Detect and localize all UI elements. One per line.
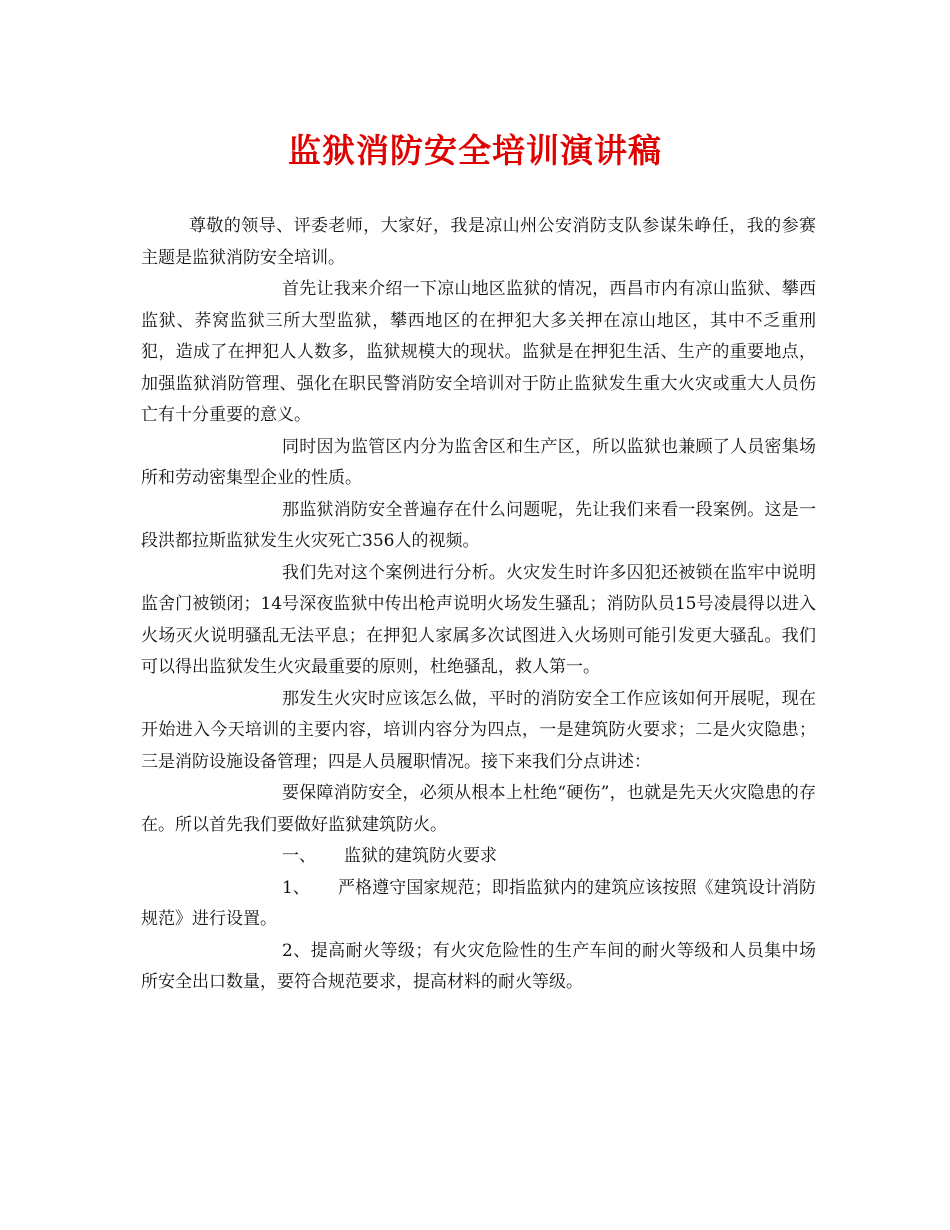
- section-heading: [141, 841, 816, 873]
- paragraph-hard-flaw: 要保障消防安全，必须从根本上杜绝“硬伤”，也就是先天火灾隐患的存在。所以首先我们要做好监狱建筑防火。: [141, 783, 816, 835]
- paragraph-analysis: 我们先对这个案例进行分析。火灾发生时许多囚犯还被锁在监牢中说明监舍门被锁闭；14号深夜监狱中传出枪声说明火场发生骚乱；消防队员15号凌晨得以进入火场灭火说明骚乱无法平息；在押犯人家属多次试图进入火场则可能引发更大骚乱。我们可以得出监狱发生火灾最重要的原则，杜绝骚乱，救人第一。: [141, 562, 816, 677]
- paragraph-case: 那监狱消防安全普遍存在什么问题呢，先让我们来看一段案例。这是一段洪都拉斯监狱发生火灾死亡356人的视频。: [141, 499, 816, 551]
- paragraph-outline: 那发生火灾时应该怎么做，平时的消防安全工作应该如何开展呢，现在开始进入今天培训的主要内容，培训内容分为四点，一是建筑防火要求；二是火灾隐患；三是消防设施设备管理；四是人员履职情况。接下来我们分点讲述：: [141, 688, 816, 772]
- section-heading-text: 监狱的建筑防火要求: [344, 846, 497, 866]
- paragraph-greeting: 尊敬的领导、评委老师，大家好，我是凉山州公安消防支队参谋朱峥任，我的参赛主题是监狱消防安全培训。: [141, 216, 816, 268]
- list-item-1-text: 严格遵守国家规范；即指监狱内的建筑应该按照《建筑设计消防规范》进行设置。: [141, 877, 816, 929]
- paragraph-intro: 首先让我来介绍一下凉山地区监狱的情况，西昌市内有凉山监狱、攀西监狱、荞窝监狱三所大型监狱，攀西地区的在押犯大多关押在凉山地区，其中不乏重刑犯，造成了在押犯人人数多，监狱规模大的现状。监狱是在押犯生活、生产的重要地点，加强监狱消防管理、强化在职民警消防安全培训对于防止监狱发生重大火灾或重大人员伤亡有十分重要的意义。: [141, 279, 816, 425]
- section-heading-number: 一、: [282, 846, 316, 866]
- list-item-1-number: 1、: [282, 877, 310, 898]
- list-item-2: 2、提高耐火等级；有火灾危险性的生产车间的耐火等级和人员集中场所安全出口数量，要符合规范要求，提高材料的耐火等级。: [141, 940, 816, 992]
- paragraph-nature: 同时因为监管区内分为监舍区和生产区，所以监狱也兼顾了人员密集场所和劳动密集型企业的性质。: [141, 436, 816, 488]
- document-title: 监狱消防安全培训演讲稿: [288, 131, 662, 170]
- document-body: [141, 211, 816, 999]
- list-item-1: [141, 873, 816, 936]
